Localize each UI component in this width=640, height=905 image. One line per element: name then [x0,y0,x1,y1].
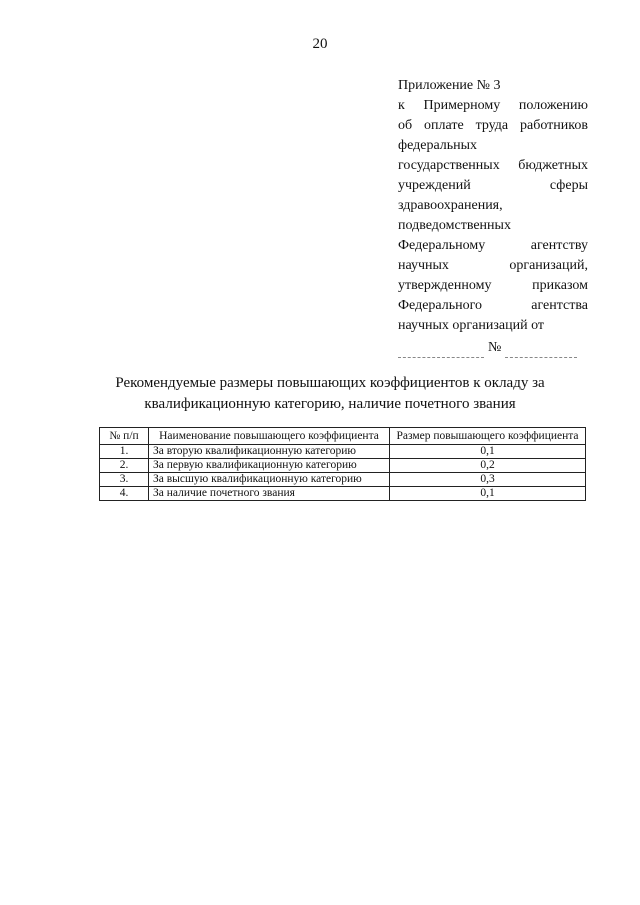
coefficients-table [99,427,586,501]
row-value: 0,3 [390,473,586,487]
appendix-line: научных организаций, [398,258,588,273]
appendix-line: Федерального агентства [398,298,588,313]
table-row [100,459,586,473]
appendix-line: Федеральному агентству [398,238,588,253]
table-row [100,445,586,459]
table-header-row [100,428,586,445]
appendix-heading: Приложение № 3 [398,78,501,93]
table-row [100,487,586,501]
title-line-1: Рекомендуемые размеры повышающих коэффициентов к окладу за [115,375,545,391]
appendix-block [398,76,588,358]
row-number: 1. [100,445,149,459]
appendix-line: к Примерному положению [398,98,588,113]
appendix-line: государственных бюджетных [398,158,588,173]
appendix-line: научных организаций от [398,318,545,333]
appendix-line: федеральных [398,138,478,153]
page-number: 20 [312,36,328,52]
order-date-line [398,338,588,358]
order-date-blank [398,343,484,358]
appendix-line: об оплате труда работников [398,118,588,133]
header-value: Размер повышающего коэффициента [390,428,586,445]
row-value: 0,2 [390,459,586,473]
appendix-line: утвержденному приказом [398,278,588,293]
row-value: 0,1 [390,445,586,459]
header-name: Наименование повышающего коэффициента [149,428,390,445]
appendix-line: подведомственных [398,218,511,233]
document-title [60,373,600,415]
row-number: 3. [100,473,149,487]
appendix-line: учреждений сферы [398,178,588,193]
row-name: За высшую квалификационную категорию [149,473,390,487]
title-line-2: квалификационную категорию, наличие почетного звания [144,396,516,412]
header-number: № п/п [100,428,149,445]
row-name: За вторую квалификационную категорию [149,445,390,459]
table-row [100,473,586,487]
row-name: За наличие почетного звания [149,487,390,501]
appendix-line: здравоохранения, [398,198,503,213]
row-name: За первую квалификационную категорию [149,459,390,473]
order-number-blank [505,343,577,358]
row-value: 0,1 [390,487,586,501]
row-number: 2. [100,459,149,473]
number-sign: № [488,340,502,355]
row-number: 4. [100,487,149,501]
